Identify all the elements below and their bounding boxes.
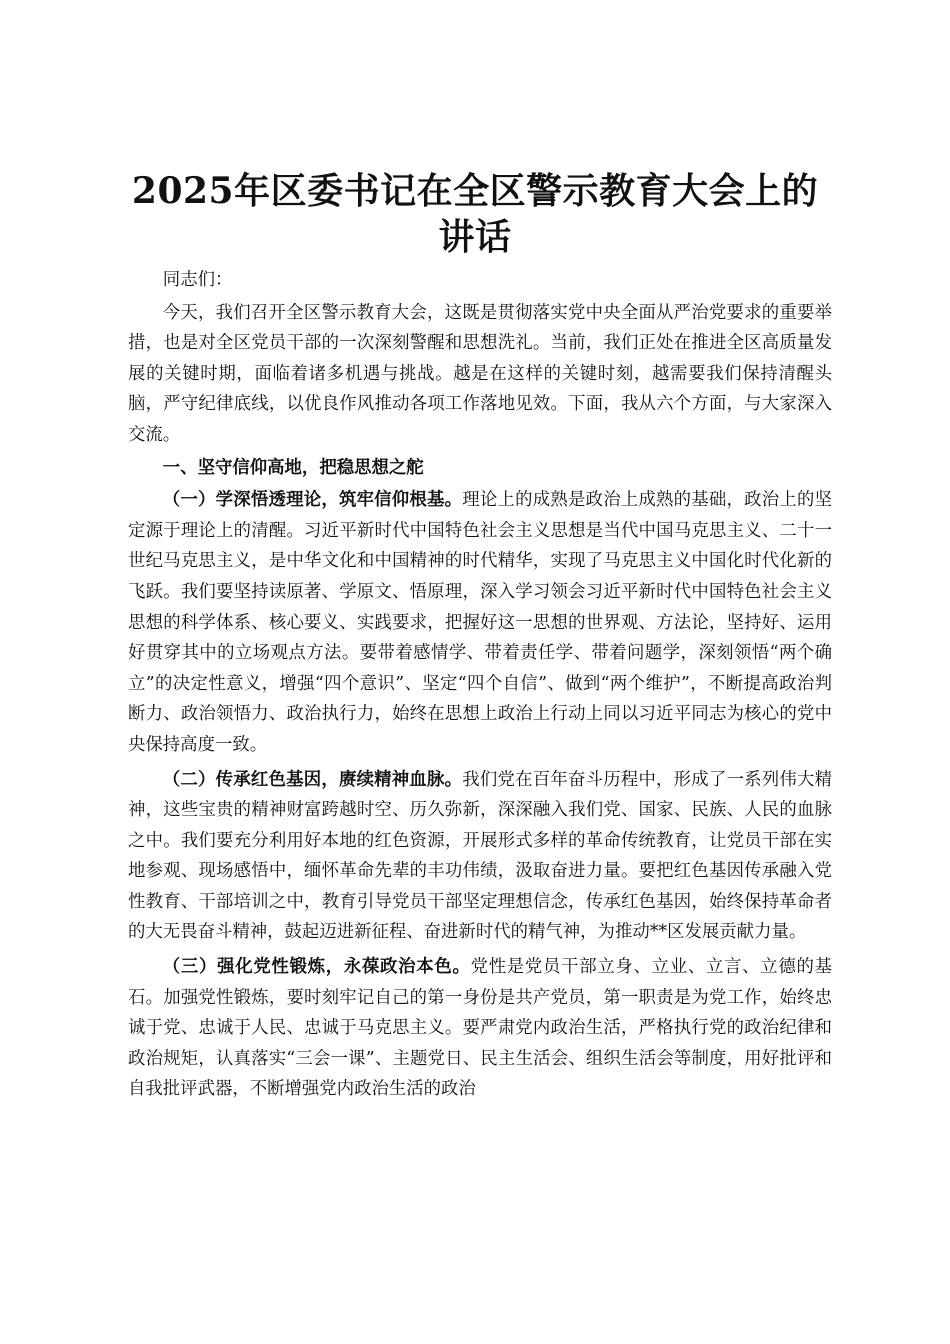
subsection-lead: （一）学深悟透理论，筑牢信仰根基。: [162, 490, 463, 511]
subsection-lead: （二）传承红色基因，赓续精神血脉。: [162, 769, 463, 790]
intro-paragraph: 今天，我们召开全区警示教育大会，这既是贯彻落实党中央全面从严治党要求的重要举措，也是对全区党员干部的一次深刻警醒和思想洗礼。当前，我们正处在推进全区高质量发展的关键时期，面临着诸多机遇与挑战。越是在这样的关键时刻，越需要我们保持清醒头脑，严守纪律底线，以优良作风推动各项工作落地见效。下面，我从六个方面，与大家深入交流。: [128, 302, 832, 445]
section-heading: 一、坚守信仰高地，把稳思想之舵: [162, 457, 424, 478]
subsection-text: 我们党在百年奋斗历程中，形成了一系列伟大精神，这些宝贵的精神财富跨越时空、历久弥新，深深融入我们党、国家、民族、人民的血脉之中。我们要充分利用好本地的红色资源，开展形式多样的革命传统教育，让党员干部在实地参观、现场感悟中，缅怀革命先辈的丰功伟绩，汲取奋进力量。要把红色基因传承融入党性教育、干部培训之中，教育引导党员干部坚定理想信念，传承红色基因，始终保持革命者的大无畏奋斗精神，鼓起迈进新征程、奋进新时代的精气神，为推动**区发展贡献力量。: [128, 769, 832, 943]
subsection-lead: （三）强化党性锻炼，永葆政治本色。: [162, 957, 471, 978]
subsection-paragraph-2: [128, 765, 832, 949]
subsection-paragraph-1: [128, 485, 832, 760]
document-title: 2025年区委书记在全区警示教育大会上的讲话: [131, 170, 819, 258]
subsection-paragraph-3: [128, 952, 832, 1105]
subsection-text: 理论上的成熟是政治上成熟的基础，政治上的坚定源于理论上的清醒。习近平新时代中国特色社会主义思想是当代中国马克思主义、二十一世纪马克思主义，是中华文化和中国精神的时代精华，实现了马克思主义中国化时代化新的飞跃。我们要坚持读原著、学原文、悟原理，深入学习领会习近平新时代中国特色社会主义思想的科学体系、核心要义、实践要求，把握好这一思想的世界观、方法论，坚持好、运用好贯穿其中的立场观点方法。要带着感情学、带着责任学、带着问题学，深刻领悟“两个确立”的决定性意义，增强“四个意识”、坚定“四个自信”、做到“两个维护”，不断提高政治判断力、政治领悟力、政治执行力，始终在思想上政治上行动上同以习近平同志为核心的党中央保持高度一致。: [128, 490, 832, 755]
subsection-text: 党性是党员干部立身、立业、立言、立德的基石。加强党性锻炼，要时刻牢记自己的第一身份是共产党员，第一职责是为党工作，始终忠诚于党、忠诚于人民、忠诚于马克思主义。要严肃党内政治生活，严格执行党的政治纪律和政治规矩，认真落实“三会一课”、主题党日、民主生活会、组织生活会等制度，用好批评和自我批评武器，不断增强党内政治生活的政治: [128, 957, 832, 1100]
salutation: 同志们：: [162, 270, 233, 290]
document-body: [128, 265, 832, 1105]
